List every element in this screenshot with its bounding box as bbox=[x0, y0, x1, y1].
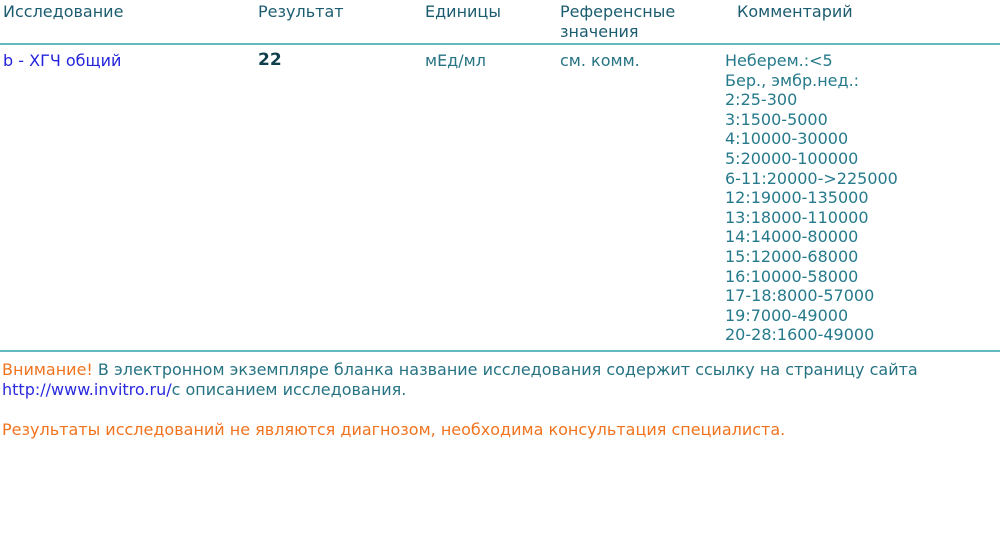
test-name-link[interactable]: b - ХГЧ общий bbox=[3, 51, 122, 70]
comment-line: 19:7000-49000 bbox=[725, 305, 849, 325]
reference-value: см. комм. bbox=[560, 51, 640, 70]
comment-line: 20-28:1600-49000 bbox=[725, 325, 875, 345]
comment-line: Неберем.:<5 bbox=[725, 51, 833, 70]
comment-line: Бер., эмбр.нед.: bbox=[725, 70, 860, 90]
notice-text-after-link: с описанием исследования. bbox=[171, 380, 407, 399]
notice-text-before-link: В электронном экземпляре бланка название исследования содержит ссылку на страницу сайта bbox=[92, 360, 918, 379]
comment-line: 12:19000-135000 bbox=[725, 188, 869, 208]
units-value: мЕд/мл bbox=[425, 51, 486, 70]
header-divider bbox=[0, 43, 1000, 45]
comment-line: 5:20000-100000 bbox=[725, 148, 859, 168]
column-header-comment: Комментарий bbox=[737, 2, 853, 21]
attention-label: Внимание! bbox=[2, 360, 93, 379]
comment-line: 16:10000-58000 bbox=[725, 266, 859, 286]
comment-line: 13:18000-110000 bbox=[725, 207, 869, 227]
comment-line: 15:12000-68000 bbox=[725, 246, 859, 266]
comment-line: 17-18:8000-57000 bbox=[725, 286, 875, 306]
disclaimer-text: Результаты исследований не являются диагнозом, необходима консультация специалиста. bbox=[2, 420, 786, 439]
column-header-study: Исследование bbox=[3, 2, 124, 21]
comment-line: 14:14000-80000 bbox=[725, 227, 859, 247]
column-header-reference: Референсные значения bbox=[560, 2, 676, 41]
comment-line: 4:10000-30000 bbox=[725, 129, 849, 149]
comment-reference-ranges bbox=[725, 51, 898, 345]
column-header-units: Единицы bbox=[425, 2, 501, 21]
table-bottom-divider bbox=[0, 350, 1000, 352]
column-header-result: Результат bbox=[258, 2, 344, 21]
notice-paragraph bbox=[2, 360, 992, 400]
comment-line: 3:1500-5000 bbox=[725, 109, 828, 129]
comment-line: 2:25-300 bbox=[725, 90, 798, 110]
invitro-url-link[interactable]: http://www.invitro.ru/ bbox=[2, 380, 172, 399]
comment-line: 6-11:20000->225000 bbox=[725, 168, 898, 188]
result-value: 22 bbox=[258, 50, 282, 70]
